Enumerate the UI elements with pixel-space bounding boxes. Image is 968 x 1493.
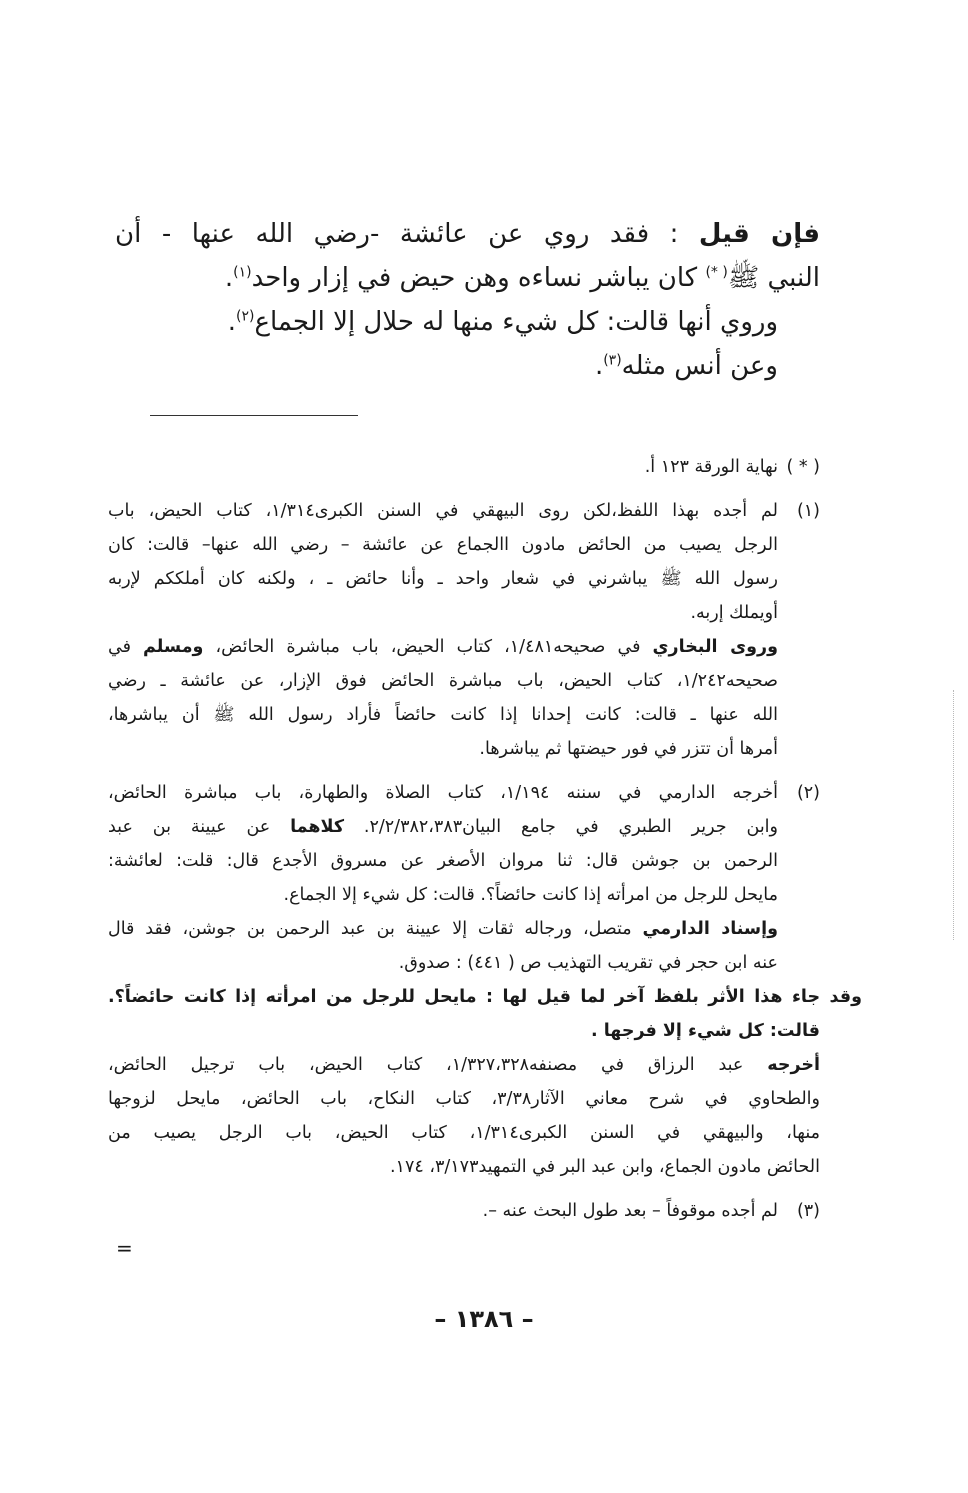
footnote-line <box>108 810 778 844</box>
main-line-2-text: كان يباشر نساءه وهن حيض في إزار واحد <box>251 263 706 293</box>
footnote-ref-2: (٢) <box>235 308 255 325</box>
main-line-4: وعن أنس مثله$^{(٣)}$. <box>594 351 778 381</box>
folio-mark: ( *) <box>705 264 728 281</box>
footnote-text: عن عيينة بن عبد <box>108 817 291 837</box>
source-name: ومسلم <box>143 637 204 657</box>
scan-edge-line <box>953 690 955 940</box>
footnote-text: متصل، ورجاله ثقات إلا عيينة بن عبد الرحمن بن جوشن، فقد قال <box>108 919 643 939</box>
main-line-1 <box>115 212 820 256</box>
footnote-text: وابن جرير الطبري في جامع البيان٢/٢/٣٨٢،٣٨٣. <box>344 817 778 837</box>
footnote-line: صحيحه١/٢٤٢، كتاب الحيض، باب مباشرة الحائض فوق الإزار، عن عائشة ـ رضي <box>108 671 778 691</box>
footnote-line: أمرها أن تتزر في فور حيضتها ثم يباشرها. <box>479 739 778 759</box>
footnote-line: الحائض مادون الجماع، وابن عبد البر في التمهيد٣/١٧٣، ١٧٤. <box>389 1157 820 1177</box>
source-name: كلاهما <box>290 817 345 837</box>
footnote-marker: (٣) <box>796 1201 820 1221</box>
footnote-3 <box>108 1194 820 1228</box>
footnote-line: أويملك إربه. <box>690 603 778 623</box>
footnote-line: قالت: كل شيء إلا فرجها . <box>590 1021 820 1041</box>
main-line-1-text: : فقد روي عن عائشة -رضي الله عنها - أن <box>115 219 699 249</box>
main-lead-phrase: فإن قيل <box>698 219 820 249</box>
footnote-line: الرحمن بن جوشن قال: ثنا مروان الأصغر عن مسروق الأجدع قال: قلت: لعائشة: <box>108 851 778 871</box>
main-line-2-start: النبي ﷺ <box>727 263 820 293</box>
footnote-line: عنه ابن حجر في تقريب التهذيب ص ( ٤٤١) : صدوق. <box>398 953 778 973</box>
main-line-3-text: وروي أنها قالت: كل شيء منها له حلال إلا الجماع <box>254 307 778 337</box>
footnote-text: في صحيحه١/٤٨١، كتاب الحيض، باب مباشرة الحائض، <box>203 637 653 657</box>
footnote-text: نهاية الورقة ١٢٣ أ. <box>644 457 778 477</box>
footnote-marker: ( * ) <box>786 457 820 477</box>
footnote-line: منها، والبيهقي في السنن الكبرى١/٣١٤، كتاب الحيض، باب الرجل يصيب من <box>108 1123 820 1143</box>
footnote-marker: (١) <box>796 501 820 521</box>
footnote-line: رسول الله ﷺ يباشرني في شعار واحد ـ وأنا حائض ـ ، ولكنه كان أملككم لإربه <box>108 569 778 589</box>
footnotes <box>108 450 862 1238</box>
footnote-line: لم أجده بهذا اللفظ،لكن روى البيهقي في السنن الكبرى١/٣١٤، كتاب الحيض، باب <box>108 501 778 521</box>
footnote-text: في <box>108 637 144 657</box>
footnote-star <box>108 450 820 484</box>
footnote-2 <box>108 776 820 980</box>
footnote-line: مايحل للرجل من امرأته إذا كانت حائضاً؟. قالت: كل شيء إلا الجماع. <box>283 885 778 905</box>
footnote-text: عبد الرزاق في مصنفه١/٣٢٧،٣٢٨، كتاب الحيض، باب ترجيل الحائض، <box>108 1055 768 1075</box>
footnote-line: وقد جاء هذا الأثر بلفظ آخر لما قيل لها : مايحل للرجل من امرأته إذا كانت حائضاً؟. <box>108 987 862 1007</box>
footnote-line <box>108 630 778 664</box>
continuation-mark: = <box>116 1236 133 1260</box>
main-line-3: وروي أنها قالت: كل شيء منها له حلال إلا الجماع$^{(٢)}$. <box>227 307 778 337</box>
footnote-line: والطحاوي في شرح معاني الآثار٣/٣٨، كتاب النكاح، باب الحائض، مايحل لزوجها <box>108 1089 820 1109</box>
footnote-line: الله عنها ـ قالت: كانت إحدانا إذا كانت حائضاً فأراد رسول الله ﷺ أن يباشرها، <box>108 705 778 725</box>
source-name: وإسناد الدارمي <box>642 919 778 939</box>
page-number: – ١٣٨٦ – <box>434 1305 534 1333</box>
main-line-2: النبي ﷺ( *) كان يباشر نساءه وهن حيض في إزار واحد$^{(١)}$. <box>224 263 820 293</box>
source-name: وروى البخاري <box>652 637 779 657</box>
footnote-marker: (٢) <box>796 783 820 803</box>
footnote-line <box>108 912 778 946</box>
footnote-line <box>108 1048 862 1082</box>
footnote-1 <box>108 494 820 766</box>
footnote-ref-3: (٣) <box>603 352 622 369</box>
main-text <box>115 212 820 388</box>
main-line-4-text: وعن أنس مثله <box>621 351 778 381</box>
footnote-2-continued <box>108 987 862 1184</box>
footnote-text: لم أجده موقوفاً – بعد طول البحث عنه –. <box>482 1201 778 1221</box>
footnote-separator <box>150 415 358 416</box>
source-name: أخرجه <box>767 1055 820 1075</box>
footnote-ref-1: (١) <box>233 264 252 281</box>
footnote-line: الرجل يصيب من الحائض مادون االجماع عن عائشة – رضي الله عنها– قالت: كان <box>108 535 778 555</box>
footnote-line: أخرجه الدارمي في سننه ١/١٩٤، كتاب الصلاة والطهارة، باب مباشرة الحائض، <box>108 783 778 803</box>
